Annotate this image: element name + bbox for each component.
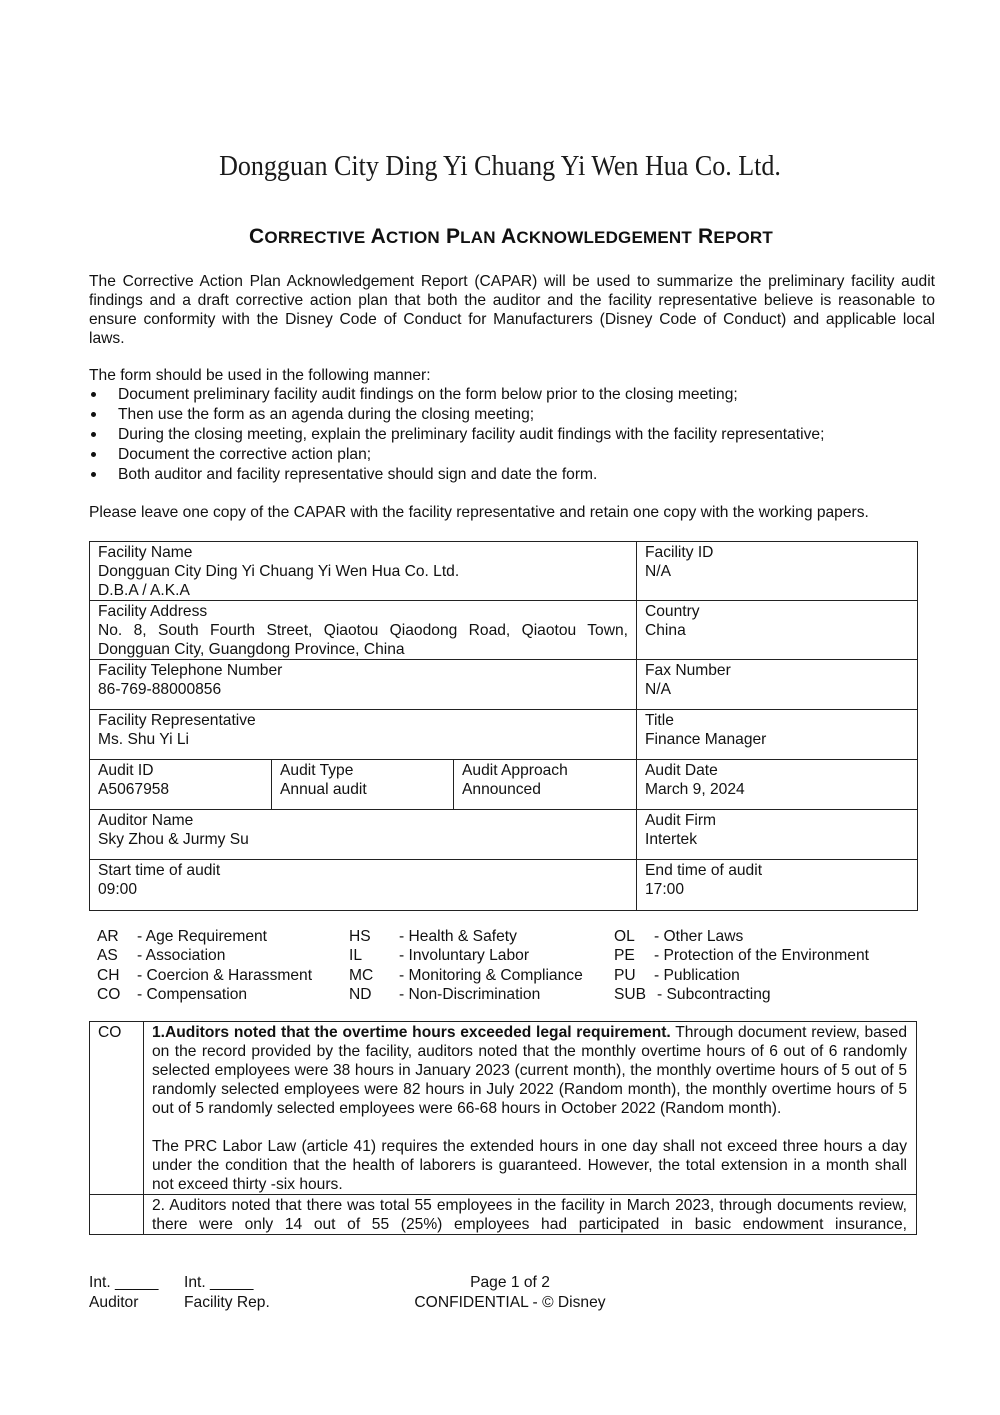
country-cell <box>637 601 918 660</box>
facility-name-value: Dongguan City Ding Yi Chuang Yi Wen Hua Co. Ltd. <box>98 563 460 580</box>
legend-column <box>97 927 349 1004</box>
initials-block <box>89 1273 270 1313</box>
table-row <box>90 860 918 911</box>
legend-item <box>349 927 614 946</box>
finding-row <box>90 1195 917 1235</box>
intro-paragraph: The Corrective Action Plan Acknowledgement Report (CAPAR) will be used to summarize the preliminary facility audit findings and a draft corrective action plan that both the auditor and the facility representative believe is reasonable to ensure conformity with the Disney Code of Conduct for Manufacturers (Disney Code of Conduct) and applicable local laws. <box>89 273 935 347</box>
facility-id-value: N/A <box>645 563 671 580</box>
usage-item-text: Both auditor and facility representative should sign and date the form. <box>118 466 598 483</box>
legend-column <box>349 927 614 1004</box>
usage-list-item <box>89 465 824 485</box>
usage-heading: The form should be used in the following manner: <box>89 367 431 384</box>
table-row <box>90 810 918 860</box>
field-label: Audit Approach <box>462 762 568 779</box>
legend-code: OL <box>614 928 635 945</box>
legend-desc: - Health & Safety <box>399 928 517 945</box>
legend-code: PE <box>614 947 635 965</box>
table-row <box>90 760 918 810</box>
start-time-cell <box>90 860 637 911</box>
start-time-value: 09:00 <box>98 881 138 898</box>
page-number: Page 1 of 2 <box>470 1274 550 1291</box>
title-word-rest: ORRECTIVE <box>264 228 366 247</box>
legend-desc: - Non-Discrimination <box>399 985 541 1003</box>
legend-code: IL <box>349 947 363 965</box>
field-label: Fax Number <box>645 662 731 679</box>
table-row <box>90 542 918 601</box>
facility-rep-initials-field: Int. _____ <box>184 1274 254 1291</box>
legend-item <box>614 966 914 985</box>
field-label: Country <box>645 603 700 620</box>
usage-list-item <box>89 425 824 445</box>
title-word-cap: A <box>500 225 517 248</box>
legend-desc: - Publication <box>654 966 740 984</box>
usage-list <box>89 385 824 485</box>
field-label: Audit ID <box>98 762 154 779</box>
company-name-heading: Dongguan City Ding Yi Chuang Yi Wen Hua Co. Ltd. <box>219 151 781 182</box>
title-word-rest: EPORT <box>713 228 773 247</box>
title-word-cap: R <box>698 225 714 248</box>
field-label: Audit Firm <box>645 812 717 829</box>
legend-desc: - Association <box>137 947 226 965</box>
auditor-initials-field: Int. _____ <box>89 1274 159 1291</box>
audit-approach-value: Announced <box>462 781 541 798</box>
fax-value: N/A <box>645 681 671 698</box>
legend-code: HS <box>349 928 371 945</box>
bullet-icon <box>91 392 96 397</box>
legend-code: PU <box>614 966 636 984</box>
page-footer <box>380 1273 640 1313</box>
legend-code: MC <box>349 966 374 984</box>
facility-info-table <box>89 541 918 911</box>
field-label: Facility Telephone Number <box>98 662 283 679</box>
finding-code <box>90 1195 144 1235</box>
facility-name-cell <box>90 542 637 601</box>
title-word-cap: P <box>445 225 461 248</box>
legend-code: CO <box>97 985 121 1003</box>
copy-note: Please leave one copy of the CAPAR with the facility representative and retain one copy with the working papers. <box>89 504 869 521</box>
facility-phone-cell <box>90 660 637 710</box>
field-label: Start time of audit <box>98 862 221 879</box>
finding-paragraph <box>152 1023 907 1118</box>
legend-column <box>614 927 914 1004</box>
audit-id-cell <box>90 760 272 810</box>
legend-item <box>97 946 349 965</box>
finding-heading: 1.Auditors noted that the overtime hours exceeded legal requirement. <box>152 1024 671 1041</box>
usage-item-text: During the closing meeting, explain the preliminary facility audit findings with the facility representative; <box>118 426 825 443</box>
usage-list-item <box>89 385 824 405</box>
field-label: Audit Type <box>280 762 354 779</box>
legend-item <box>614 927 914 946</box>
title-word-rest: CTION <box>386 228 440 247</box>
title-word-cap: A <box>370 225 387 248</box>
table-row <box>90 601 918 660</box>
usage-item-text: Document preliminary facility audit findings on the form below prior to the closing meeting; <box>118 386 738 403</box>
rep-title-value: Finance Manager <box>645 731 767 748</box>
audit-firm-value: Intertek <box>645 831 698 848</box>
legend-item <box>97 985 349 1004</box>
auditor-name-value: Sky Zhou & Jurmy Su <box>98 831 249 848</box>
finding-text <box>144 1022 917 1195</box>
usage-item-text: Document the corrective action plan; <box>118 446 372 463</box>
audit-firm-cell <box>637 810 918 860</box>
usage-list-item <box>89 405 824 425</box>
table-row <box>90 710 918 760</box>
legend-desc: - Monitoring & Compliance <box>399 966 583 984</box>
legend-desc: - Protection of the Environment <box>654 947 869 965</box>
bullet-icon <box>91 432 96 437</box>
facility-address-value: No. 8, South Fourth Street, Qiaotou Qiaodong Road, Qiaotou Town, Dongguan City, Guangdong Province, China <box>98 622 628 658</box>
category-legend <box>97 927 917 1004</box>
facility-rep-label: Facility Rep. <box>184 1294 270 1311</box>
table-row <box>90 660 918 710</box>
confidential-notice: CONFIDENTIAL - © Disney <box>414 1294 606 1311</box>
finding-row <box>90 1022 917 1195</box>
bullet-icon <box>91 452 96 457</box>
field-label: Facility Address <box>98 603 208 620</box>
field-label: Audit Date <box>645 762 718 779</box>
field-label: D.B.A / A.K.A <box>98 582 190 599</box>
finding-text <box>144 1195 917 1235</box>
end-time-value: 17:00 <box>645 881 685 898</box>
rep-title-cell <box>637 710 918 760</box>
audit-type-cell <box>272 760 454 810</box>
audit-id-value: A5067958 <box>98 781 170 798</box>
findings-table <box>89 1021 917 1235</box>
audit-type-value: Annual audit <box>280 781 367 798</box>
title-word-rest: CKNOWLEDGEMENT <box>516 228 692 247</box>
field-label: Facility Representative <box>98 712 256 729</box>
legend-desc: - Subcontracting <box>657 985 771 1003</box>
legend-code: ND <box>349 985 372 1003</box>
bullet-icon <box>91 472 96 477</box>
legend-code: AS <box>97 947 118 965</box>
field-label: Facility ID <box>645 544 714 561</box>
facility-phone-value: 86-769-88000856 <box>98 681 222 698</box>
facility-rep-value: Ms. Shu Yi Li <box>98 731 190 748</box>
country-value: China <box>645 622 686 639</box>
field-label: Title <box>645 712 674 729</box>
finding-code: CO <box>90 1022 144 1195</box>
legend-desc: - Other Laws <box>654 928 744 945</box>
facility-address-cell <box>90 601 637 660</box>
title-word-cap: C <box>249 225 265 248</box>
legend-item <box>97 927 349 946</box>
initials-row <box>89 1273 270 1293</box>
facility-id-cell <box>637 542 918 601</box>
legend-desc: - Involuntary Labor <box>399 947 530 965</box>
fax-cell <box>637 660 918 710</box>
title-word-rest: LAN <box>460 228 496 247</box>
field-label: Auditor Name <box>98 812 194 829</box>
audit-date-value: March 9, 2024 <box>645 781 745 798</box>
finding-law: The PRC Labor Law (article 41) requires the extended hours in one day shall not exceed three hours a day under the condition that the health of laborers is guaranteed. However, the total extension in a month shall not exceed thirty -six hours. <box>152 1138 907 1193</box>
legend-item <box>614 946 914 965</box>
facility-rep-cell <box>90 710 637 760</box>
finding-body: 2. Auditors noted that there was total 55 employees in the facility in March 2023, through documents review, there were only 14 out of 55 (25%) employees had participated in basic endowment insurance, <box>152 1197 907 1233</box>
legend-item <box>349 966 614 985</box>
legend-code: AR <box>97 928 119 945</box>
audit-approach-cell <box>454 760 637 810</box>
finding-body: Through document review, based on the record provided by the facility, auditors noted that the monthly overtime hours of 6 out of 6 randomly selected employees were 38 hours in January 2023 (current month), the monthly overtime hours of 5 out of 5 randomly selected employees were 82 hours in July 2022 (Random month), the monthly overtime hours of 5 out of 5 randomly selected employees were 66-68 hours in October 2022 (Random month). <box>152 1024 907 1117</box>
legend-item <box>97 966 349 985</box>
legend-code: CH <box>97 966 120 984</box>
field-label: Facility Name <box>98 544 193 561</box>
field-label: End time of audit <box>645 862 763 879</box>
legend-desc: - Age Requirement <box>137 928 268 945</box>
usage-item-text: Then use the form as an agenda during the closing meeting; <box>118 406 535 423</box>
auditor-name-cell <box>90 810 637 860</box>
legend-desc: - Compensation <box>137 985 248 1003</box>
legend-item <box>349 946 614 965</box>
audit-date-cell <box>637 760 918 810</box>
legend-code: SUB <box>614 985 647 1003</box>
legend-desc: - Coercion & Harassment <box>137 966 313 984</box>
initials-label-row <box>89 1293 270 1313</box>
legend-item <box>614 985 914 1004</box>
bullet-icon <box>91 412 96 417</box>
auditor-label: Auditor <box>89 1294 139 1311</box>
end-time-cell <box>637 860 918 911</box>
usage-list-item <box>89 445 824 465</box>
report-title <box>0 224 1000 251</box>
legend-item <box>349 985 614 1004</box>
